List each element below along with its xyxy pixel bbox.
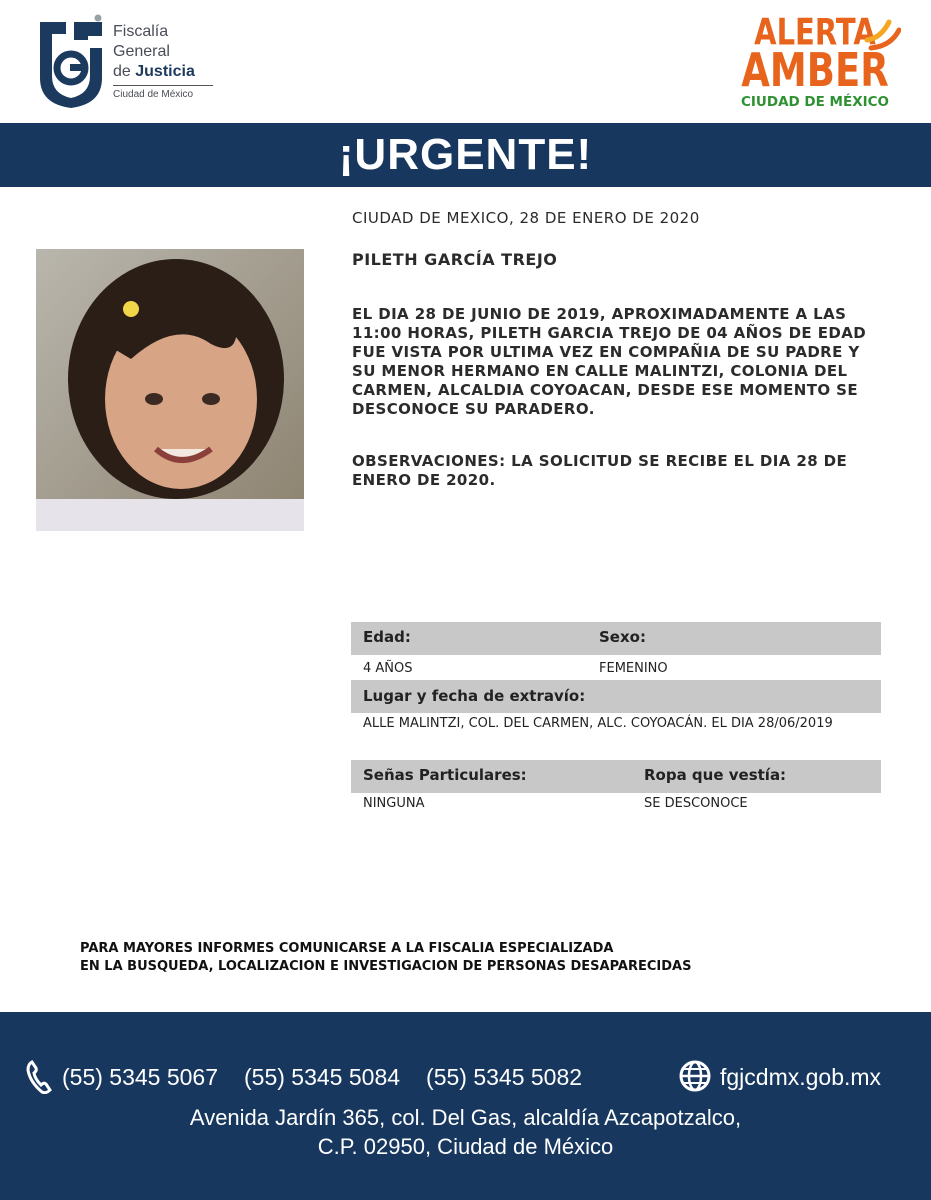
agency-line3-bold: Justicia [135,63,195,80]
urgent-banner: ¡URGENTE! [0,123,931,187]
notice-description: EL DIA 28 DE JUNIO DE 2019, APROXIMADAMENTE A LAS 11:00 HORAS, PILETH GARCIA TREJO DE 04 AÑOS DE EDAD FUE VISTA POR ULTIMA VEZ EN COMPAÑIA DE SU PADRE Y SU MENOR HERMANO EN CALLE MALINTZI, COLONIA DEL CARMEN, ALCALDIA COYOACAN, DESDE ESE MOMENTO SE DESCONOCE SU PARADERO. [352,305,867,418]
globe-icon [678,1059,712,1093]
phone-numbers [62,1064,608,1091]
footnote-line1: PARA MAYORES INFORMES COMUNICARSE A LA FISCALIA ESPECIALIZADA [80,941,614,956]
agency-line3 [113,62,213,82]
table-row-header [351,622,881,655]
table-row [351,713,881,760]
phone-3[interactable]: (55) 5345 5082 [426,1064,583,1090]
amber-alert-logo [731,12,899,112]
marks-label: Señas Particulares: [363,766,527,784]
agency-line1: Fiscalía [113,23,169,40]
amber-line1: ALERTA [754,10,876,54]
phone-icon [26,1060,54,1094]
place-label: Lugar y fecha de extravío: [363,687,586,705]
phone-2[interactable]: (55) 5345 5084 [244,1064,401,1090]
phone-1[interactable]: (55) 5345 5067 [62,1064,219,1090]
notice-observations: OBSERVACIONES: LA SOLICITUD SE RECIBE EL DIA 28 DE ENERO DE 2020. [352,452,848,489]
missing-person-photo [36,249,304,531]
place-value: ALLE MALINTZI, COL. DEL CARMEN, ALC. COYOACÁN. EL DIA 28/06/2019 [363,716,833,731]
sex-value: FEMENINO [599,661,668,676]
agency-name [113,22,213,102]
age-label: Edad: [363,628,411,646]
table-row [351,793,881,818]
agency-line3-prefix: de [113,63,131,80]
notice-date: CIUDAD DE MEXICO, 28 DE ENERO DE 2020 [352,209,700,227]
address-line1: Avenida Jardín 365, col. Del Gas, alcaldía Azcapotzalco, [189,1105,742,1130]
website-link[interactable]: fgjcdmx.gob.mx [720,1064,882,1090]
amber-line3: CIUDAD DE MÉXICO [740,94,890,110]
sex-label: Sexo: [599,628,646,646]
amber-line2: AMBER [741,43,889,98]
footnote [80,940,691,976]
address-line2: C.P. 02950, Ciudad de México [317,1134,614,1159]
footnote-line2: EN LA BUSQUEDA, LOCALIZACION E INVESTIGACION DE PERSONAS DESAPARECIDAS [80,959,692,974]
marks-value: NINGUNA [363,796,425,811]
agency-line2: General [113,43,170,60]
clothes-value: SE DESCONOCE [644,796,748,811]
signal-waves-icon [861,14,901,54]
person-name: PILETH GARCÍA TREJO [352,250,558,269]
table-row-header [351,760,881,793]
fgj-logo [36,14,106,108]
table-row-header [351,680,881,713]
clothes-label: Ropa que vestía: [644,766,787,784]
table-row [351,655,881,680]
age-value: 4 AÑOS [363,661,413,676]
agency-city: Ciudad de México [113,85,213,102]
details-table [351,622,881,818]
